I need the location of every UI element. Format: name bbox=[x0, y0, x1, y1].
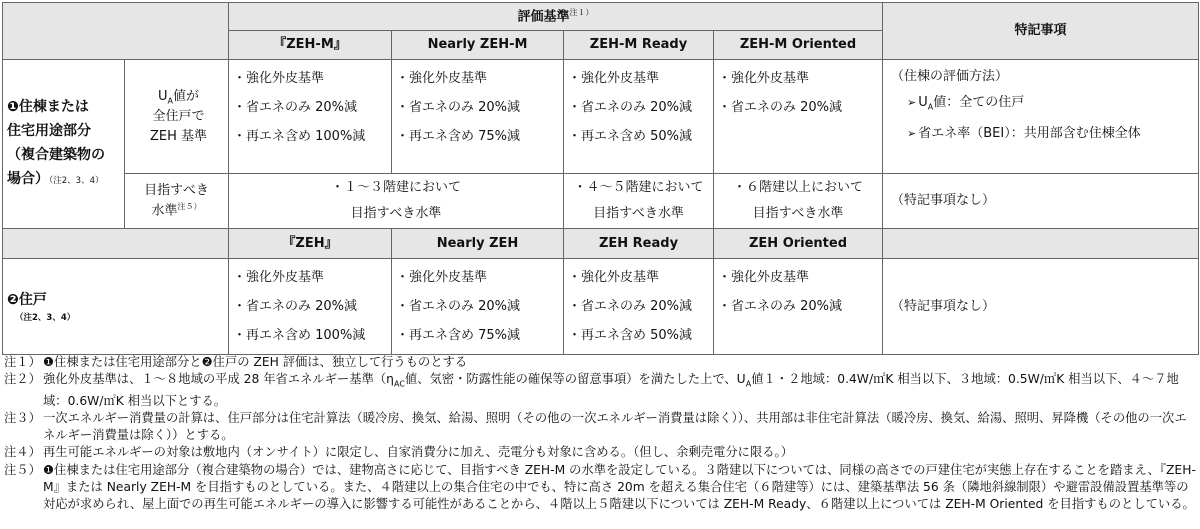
s1-remarks: （住棟の評価方法） ➢ $U_A$値：全ての住戸 ➢ 省エネ率（BEI）：共用部含む住棟全体 bbox=[883, 60, 1199, 174]
footnote-2: 注２） 強化外皮基準は、１～８地域の平成 28 年省エネルギー基準（$\eta_{AC}$値、気密・防露性能の確保等の留意事項）を満たした上で、$U_A$値１・２地域：0.4W/㎡K 相当以下、３地域：0.5W/㎡K 相当以下、４～７地域：0.6W/㎡K 相当以下とする。 bbox=[4, 372, 1179, 408]
target-remarks: （特記事項なし） bbox=[883, 174, 1199, 229]
target-1-3-floors: ・１～３階建において 目指すべき水準 bbox=[229, 174, 564, 229]
s2-ready-cell: ・強化外皮基準 ・省エネのみ 20%減 ・再エネ含め 50%減 bbox=[564, 259, 714, 355]
col-zeh-m-oriented: ZEH-M Oriented bbox=[714, 31, 883, 60]
col-zeh: 『ZEH』 bbox=[229, 229, 392, 259]
col-nearly-zeh: Nearly ZEH bbox=[392, 229, 564, 259]
corner-cell bbox=[3, 3, 229, 60]
arrow-bullet-icon: ➢ bbox=[907, 96, 917, 109]
target-level-label: 目指すべき 水準$^{注5)}$ bbox=[125, 174, 229, 229]
s1-zeh-m-cell: ・強化外皮基準 ・省エネのみ 20%減 ・再エネ含め 100%減 bbox=[229, 60, 392, 174]
criteria-header: 評価基準$^{注1)}$ bbox=[229, 3, 883, 31]
zeh-criteria-table bbox=[2, 2, 1199, 355]
footnotes bbox=[4, 354, 1198, 513]
footnote-5: 注５） ❶住棟または住宅用途部分（複合建築物の場合）では、建物高さに応じて、目指すべき ZEH-M の水準を設定している。３階建以下については、同様の高さでの戸建住宅が実態上存在することを踏まえ、『ZEH-M』または Nearly ZEH-M を目指すものとしている。また、４階建以上の集合住宅の中でも、特に高さ 20m を超える集合住宅（６階建等）には、建築基準法 56 条（隣地斜線制限）や避雷設備設置基準等の対応が求められ、屋上面での再生可能エネルギーの導入に影響する可能性があることから、４階以上５階建以下については ZEH-M Ready、６階建以上については ZEH-M Oriented を目指すものとしている。 bbox=[4, 462, 1196, 512]
col-zeh-m: 『ZEH-M』 bbox=[229, 31, 392, 60]
footnote-3: 注３） 一次エネルギー消費量の計算は、住戸部分は住宅計算法（暖冷房、換気、給湯、照明（その他の一次エネルギー消費量は除く））、共用部は非住宅計算法（暖冷房、換気、給湯、照明、昇降機（その他の一次エネルギー消費量は除く））とする。 bbox=[4, 411, 1187, 443]
col-zeh-m-ready: ZEH-M Ready bbox=[564, 31, 714, 60]
target-6-plus-floors: ・６階建以上において 目指すべき水準 bbox=[714, 174, 883, 229]
s1-oriented-cell: ・強化外皮基準 ・省エネのみ 20%減 bbox=[714, 60, 883, 174]
target-4-5-floors: ・４～５階建において 目指すべき水準 bbox=[564, 174, 714, 229]
s2-oriented-cell: ・強化外皮基準 ・省エネのみ 20%減 bbox=[714, 259, 883, 355]
section1-label: ❶住棟または 住宅用途部分 （複合建築物の 場合）（注2、3、4） bbox=[3, 60, 125, 229]
s2-remarks-header bbox=[883, 229, 1199, 259]
s2-zeh-cell: ・強化外皮基準 ・省エネのみ 20%減 ・再エネ含め 100%減 bbox=[229, 259, 392, 355]
arrow-bullet-icon: ➢ bbox=[907, 126, 917, 140]
s2-corner-cell bbox=[3, 229, 229, 259]
s2-nearly-cell: ・強化外皮基準 ・省エネのみ 20%減 ・再エネ含め 75%減 bbox=[392, 259, 564, 355]
s1-nearly-cell: ・強化外皮基準 ・省エネのみ 20%減 ・再エネ含め 75%減 bbox=[392, 60, 564, 174]
remarks-header: 特記事項 bbox=[883, 3, 1199, 60]
s2-remarks: （特記事項なし） bbox=[883, 259, 1199, 355]
section2-label: ❷住戸 （注2、3、4） bbox=[3, 259, 229, 355]
footnote-1: 注１） ❶住棟または住宅用途部分と❷住戸の ZEH 評価は、独立して行うものとする bbox=[4, 355, 468, 369]
s1-ready-cell: ・強化外皮基準 ・省エネのみ 20%減 ・再エネ含め 50%減 bbox=[564, 60, 714, 174]
col-zeh-oriented: ZEH Oriented bbox=[714, 229, 883, 259]
col-zeh-ready: ZEH Ready bbox=[564, 229, 714, 259]
ua-criteria-label: $U_A$値が 全住戸で ZEH 基準 bbox=[125, 60, 229, 174]
footnote-4: 注４） 再生可能エネルギーの対象は敷地内（オンサイト）に限定し、自家消費分に加え、売電分も対象に含める。（但し、余剰売電分に限る。） bbox=[4, 445, 793, 460]
col-nearly-zeh-m: Nearly ZEH-M bbox=[392, 31, 564, 60]
